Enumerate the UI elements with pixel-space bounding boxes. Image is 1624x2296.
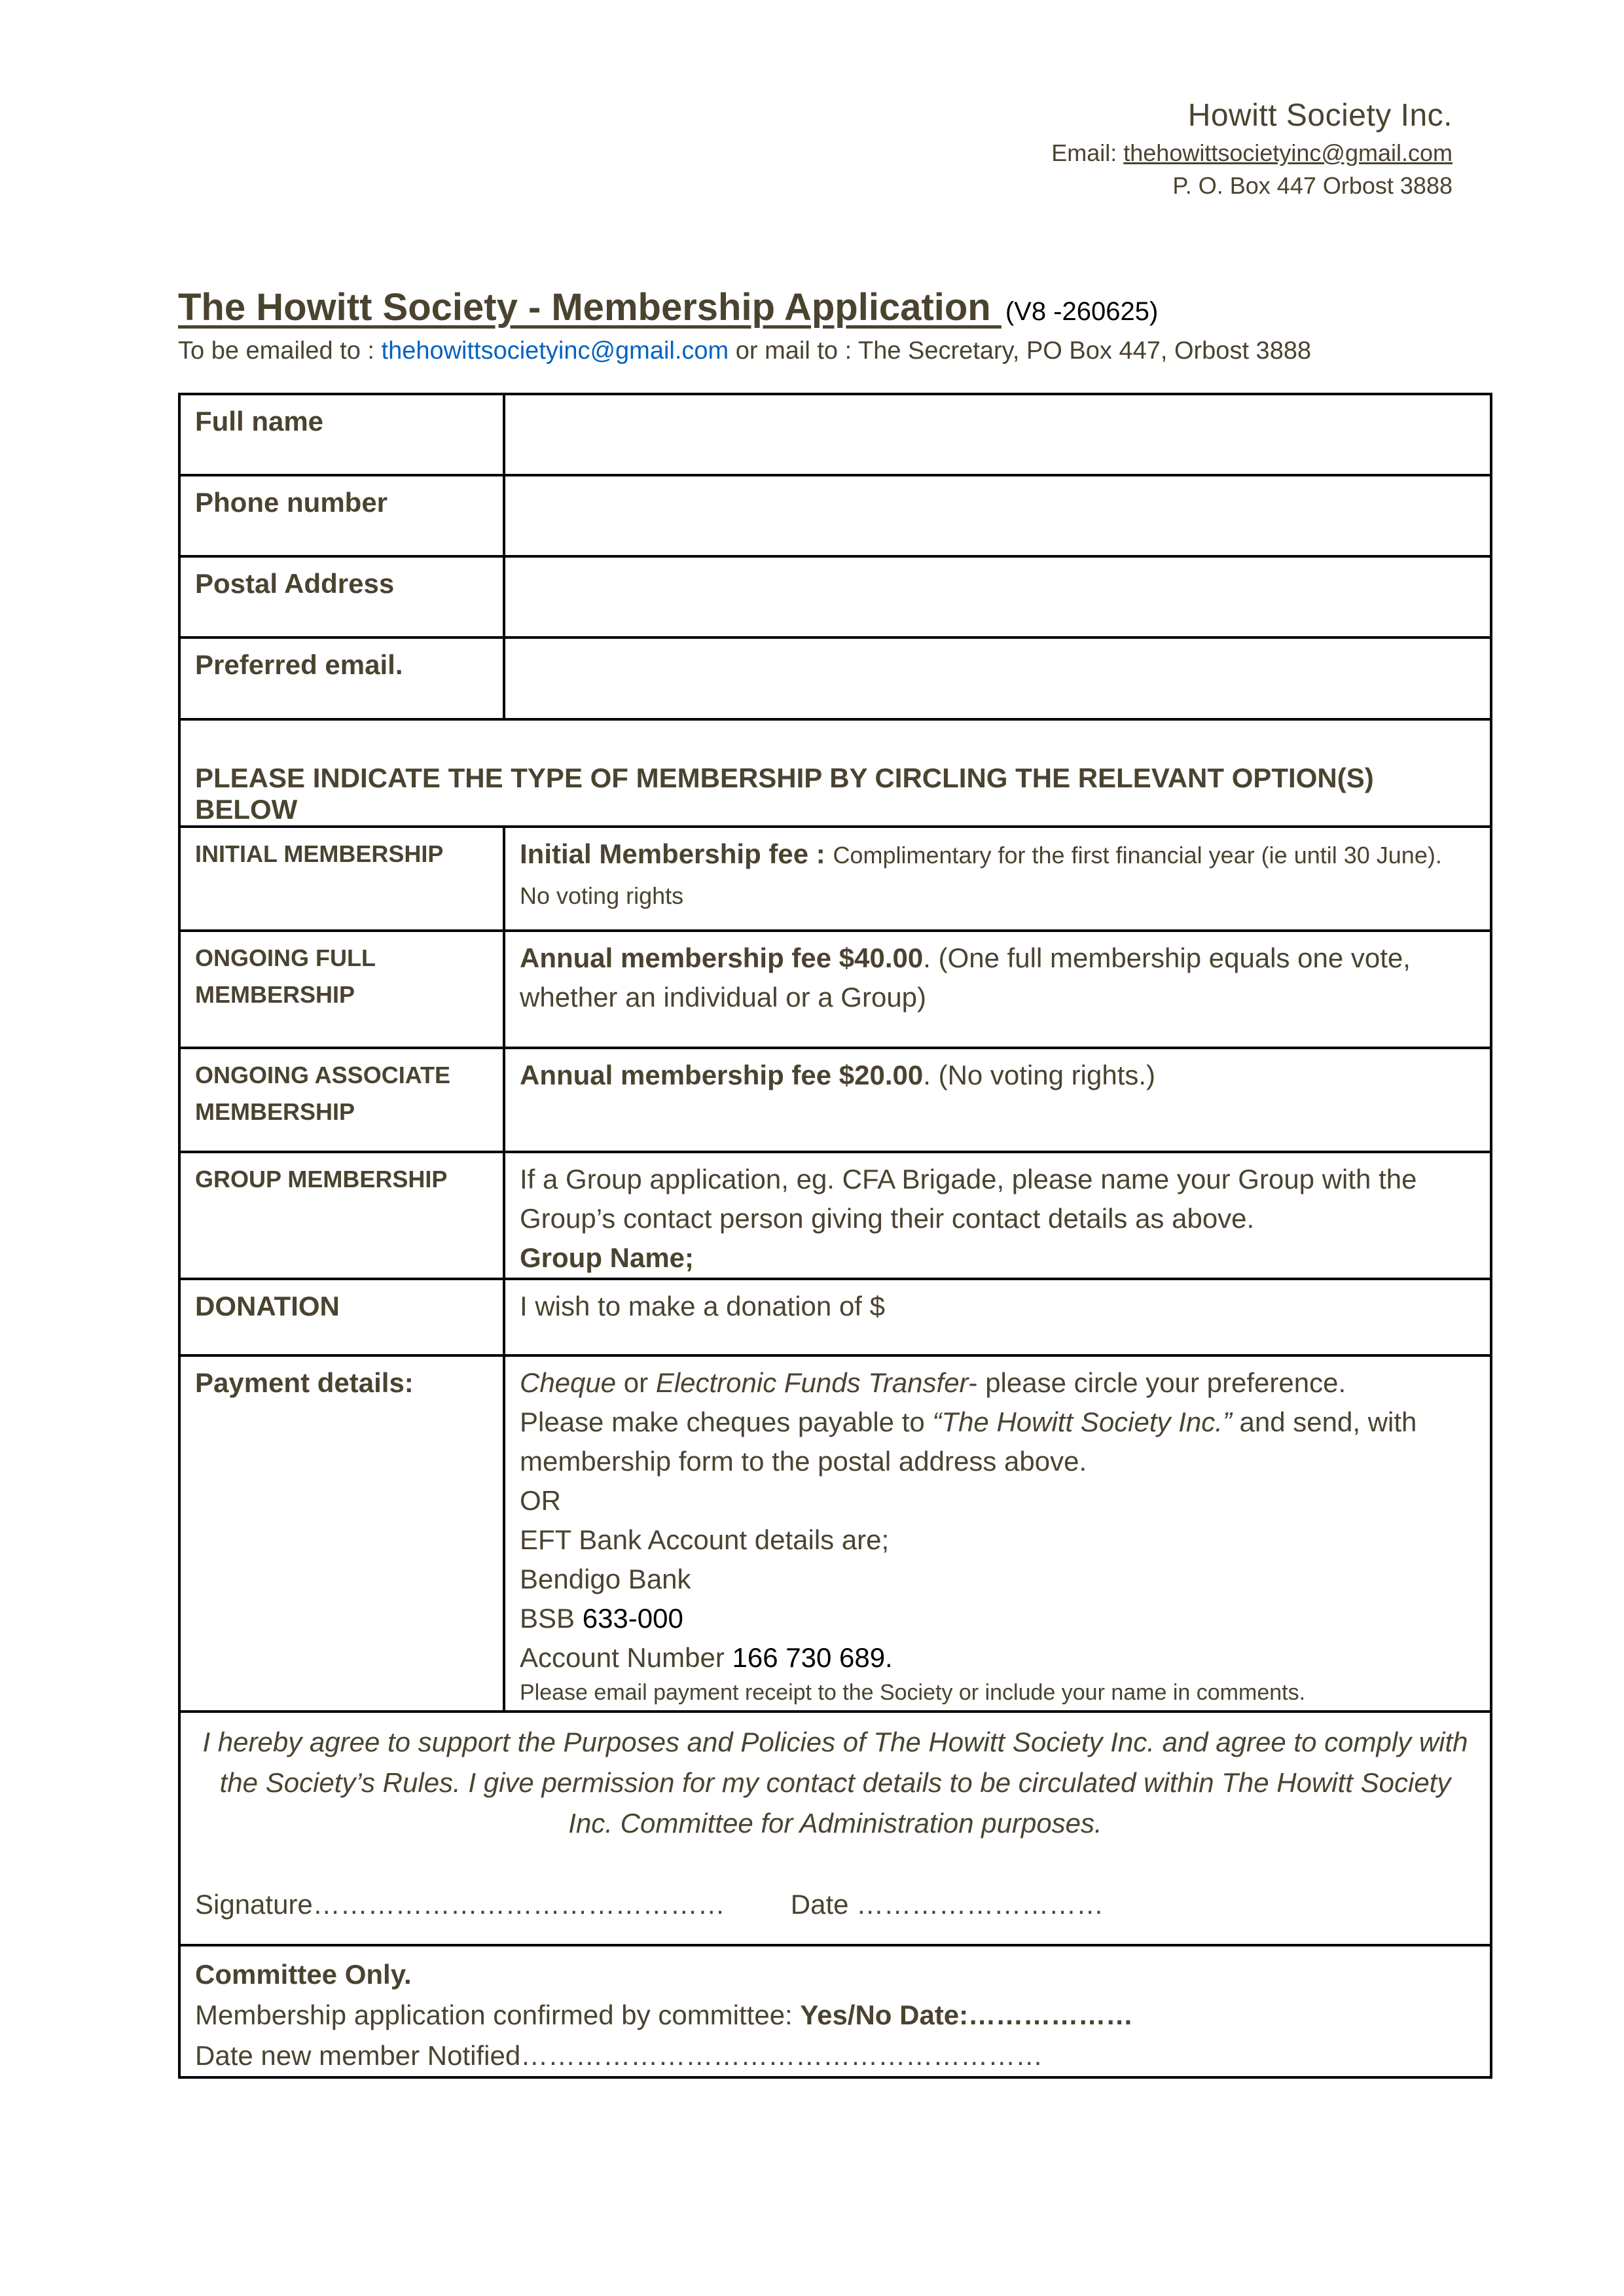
group-membership-text: If a Group application, eg. CFA Brigade, please name your Group with the Group’s contact person giving their contact details as above.: [520, 1164, 1417, 1234]
bsb-number: 633-000: [582, 1603, 683, 1634]
or-separator: OR: [520, 1485, 561, 1516]
agreement-text: I hereby agree to support the Purposes and Policies of The Howitt Society Inc. and agree to comply with the Society’s Rules. I give permission for my contact details to be circulated within The Howitt Society Inc. Committee for Administration purposes.: [202, 1727, 1468, 1839]
payable-suffix: and send, with membership form to the postal address above.: [520, 1407, 1417, 1477]
confirmation-prefix: Membership application confirmed by committee:: [195, 2000, 801, 2030]
committee-section: [179, 1945, 1491, 2077]
account-line: [520, 1638, 1477, 1677]
form-row-postal-address: [179, 556, 1491, 637]
payment-method-line: [520, 1363, 1477, 1403]
org-email-line: [1051, 137, 1453, 170]
payment-or-text: or: [616, 1367, 656, 1398]
title-block: [178, 285, 1494, 365]
circle-preference-text: - please circle your preference.: [968, 1367, 1346, 1398]
ongoing-associate-membership-description[interactable]: [504, 1048, 1491, 1152]
full-name-label: Full name: [179, 394, 504, 475]
org-postal-address: P. O. Box 447 Orbost 3888: [1172, 172, 1453, 199]
membership-type-instruction: PLEASE INDICATE THE TYPE OF MEMBERSHIP BY CIRCLING THE RELEVANT OPTION(S) BELOW: [179, 719, 1491, 827]
ongoing-associate-membership-label[interactable]: ONGOING ASSOCIATE MEMBERSHIP: [179, 1048, 504, 1152]
membership-form-table: [178, 393, 1492, 2079]
associate-fee-heading: Annual membership fee $20.00: [520, 1060, 924, 1090]
option-row-group: [179, 1152, 1491, 1279]
associate-fee-text: . (No voting rights.): [923, 1060, 1156, 1090]
committee-only-heading: Committee Only.: [195, 1959, 412, 1990]
subtitle-suffix: or mail to : The Secretary, PO Box 447, Orbost 3888: [729, 337, 1312, 365]
eft-intro: EFT Bank Account details are;: [520, 1524, 890, 1555]
donation-label: DONATION: [179, 1279, 504, 1355]
email-label: Email:: [1051, 139, 1124, 166]
signature-line: [195, 1884, 1475, 1925]
form-row-phone: [179, 475, 1491, 556]
preferred-email-label: Preferred email.: [179, 637, 504, 719]
agreement-row: [179, 1712, 1491, 1945]
phone-number-field[interactable]: [504, 475, 1491, 556]
initial-fee-text: Complimentary for the first financial year (ie until 30 June). No voting rights: [520, 842, 1442, 909]
payment-details-label: Payment details:: [179, 1355, 504, 1712]
bsb-label: BSB: [520, 1603, 583, 1634]
postal-address-label: Postal Address: [179, 556, 504, 637]
payment-row: [179, 1355, 1491, 1712]
submission-email-link[interactable]: thehowittsocietyinc@gmail.com: [381, 337, 729, 365]
committee-row: [179, 1945, 1491, 2077]
ongoing-full-membership-label[interactable]: ONGOING FULL MEMBERSHIP: [179, 931, 504, 1048]
payment-details: [504, 1355, 1491, 1712]
org-name: Howitt Society Inc.: [1187, 98, 1453, 133]
group-membership-description[interactable]: [504, 1152, 1491, 1279]
bank-name: Bendigo Bank: [520, 1564, 691, 1594]
initial-membership-label[interactable]: INITIAL MEMBERSHIP: [179, 827, 504, 931]
preferred-email-field[interactable]: [504, 637, 1491, 719]
cheque-instructions: [520, 1403, 1477, 1481]
committee-confirmation-line: [195, 1995, 1475, 2036]
submission-instructions: [178, 337, 1494, 365]
confirmation-yes-no-date[interactable]: Yes/No Date:………………: [800, 2000, 1134, 2030]
form-row-full-name: [179, 394, 1491, 475]
payable-prefix: Please make cheques payable to: [520, 1407, 933, 1437]
option-row-initial: [179, 827, 1491, 931]
initial-fee-heading: Initial Membership fee :: [520, 838, 833, 869]
date-field[interactable]: Date ………………………: [790, 1889, 1104, 1920]
postal-address-field[interactable]: [504, 556, 1491, 637]
group-name-label: Group Name;: [520, 1242, 695, 1273]
phone-number-label: Phone number: [179, 475, 504, 556]
subtitle-prefix: To be emailed to :: [178, 337, 382, 365]
org-header: [1051, 95, 1453, 202]
full-fee-text: . (One full membership equals one vote, whether an individual or a Group): [520, 942, 1411, 1013]
group-membership-label[interactable]: GROUP MEMBERSHIP: [179, 1152, 504, 1279]
payable-name: “The Howitt Society Inc.”: [932, 1407, 1232, 1437]
account-label: Account Number: [520, 1642, 732, 1673]
form-row-email: [179, 637, 1491, 719]
receipt-note: Please email payment receipt to the Society or include your name in comments.: [520, 1680, 1306, 1705]
donation-amount-field[interactable]: I wish to make a donation of $: [504, 1279, 1491, 1355]
org-email-link[interactable]: thehowittsocietyinc@gmail.com: [1123, 139, 1453, 166]
bsb-line: [520, 1599, 1477, 1638]
option-row-full: [179, 931, 1491, 1048]
agreement-section: [179, 1712, 1491, 1945]
full-fee-heading: Annual membership fee $40.00: [520, 942, 924, 973]
full-name-field[interactable]: [504, 394, 1491, 475]
member-notified-line[interactable]: Date new member Notified…………………………………………………: [195, 2040, 1043, 2071]
payment-option-eft[interactable]: Electronic Funds Transfer: [655, 1367, 969, 1398]
ongoing-full-membership-description[interactable]: [504, 931, 1491, 1048]
page-title: The Howitt Society - Membership Application: [178, 286, 1001, 329]
option-row-associate: [179, 1048, 1491, 1152]
version-label: (V8 -260625): [1005, 297, 1159, 326]
initial-membership-description[interactable]: [504, 827, 1491, 931]
donation-row: [179, 1279, 1491, 1355]
instruction-row: [179, 719, 1491, 827]
account-number: 166 730 689.: [732, 1642, 893, 1673]
page-title-line: [178, 285, 1494, 329]
signature-field[interactable]: Signature………………………………………: [195, 1889, 725, 1920]
payment-option-cheque[interactable]: Cheque: [520, 1367, 617, 1398]
